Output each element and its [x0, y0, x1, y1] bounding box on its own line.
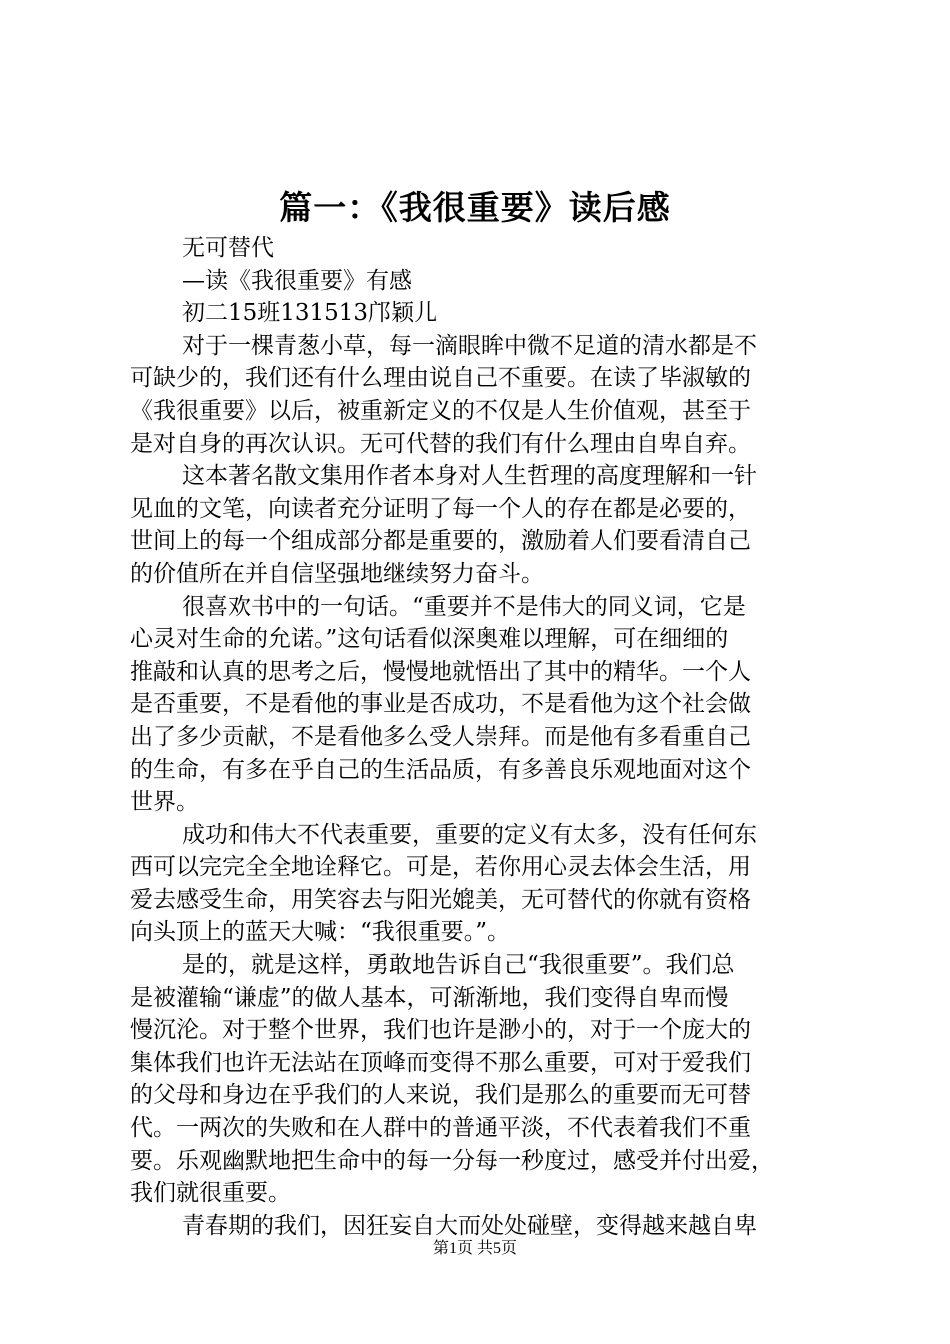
text-line: 是对自身的再次认识。无可代替的我们有什么理由自卑自弃。 — [130, 430, 751, 457]
text-line: 是的，就是这样，勇敢地告诉自己“我很重要”。我们总 — [182, 952, 735, 979]
text-line: 的父母和身边在乎我们的人来说，我们是那么的重要而无可替 — [130, 1082, 751, 1109]
text-line: 青春期的我们，因狂妄自大而处处碰壁，变得越来越自卑 — [182, 1212, 757, 1239]
text-line: 心灵对生命的允诺。”这句话看似深奥难以理解，可在细细的 — [130, 626, 729, 653]
text-line: 是被灌输“谦虚”的做人基本，可渐渐地，我们变得自卑而慢 — [130, 984, 729, 1011]
text-line: 代。一两次的失败和在人群中的普通平淡，不代表着我们不重 — [130, 1115, 751, 1142]
author-line: 初二15班131513邝颖儿 — [182, 300, 438, 327]
document-title: 篇一：《我很重要》读后感 — [279, 188, 671, 227]
page-footer: 第1页 共5页 — [432, 1240, 517, 1257]
text-line: 见血的文笔，向读者充分证明了每一个人的存在都是必要的， — [130, 495, 751, 522]
text-line: 的生命，有多在乎自己的生活品质，有多善良乐观地面对这个 — [130, 756, 751, 783]
text-line: 的价值所在并自信坚强地继续努力奋斗。 — [130, 560, 544, 587]
essay-subtitle-line: —读《我很重要》有感 — [182, 267, 412, 294]
body-paragraphs — [130, 330, 830, 1243]
text-line: 很喜欢书中的一句话。“重要并不是伟大的同义词，它是 — [182, 593, 746, 620]
text-line: 是否重要，不是看他的事业是否成功，不是看他为这个社会做 — [130, 691, 751, 718]
text-line: 要。乐观幽默地把生命中的每一分每一秒度过，感受并付出爱， — [130, 1147, 774, 1174]
text-line: 爱去感受生命，用笑容去与阳光媲美，无可替代的你就有资格 — [130, 886, 751, 913]
text-line: 我们就很重要。 — [130, 1180, 291, 1207]
text-line: 世界。 — [130, 789, 199, 816]
text-line: 这本著名散文集用作者本身对人生哲理的高度理解和一针 — [182, 463, 757, 490]
text-line: 成功和伟大不代表重要，重要的定义有太多，没有任何东 — [182, 821, 757, 848]
text-line: 世间上的每一个组成部分都是重要的，激励着人们要看清自己 — [130, 528, 751, 555]
document-body — [130, 232, 830, 1242]
text-line: 向头顶上的蓝天大喊：“我很重要。”。 — [130, 919, 511, 946]
text-line: 慢沉沦。对于整个世界，我们也许是渺小的，对于一个庞大的 — [130, 1017, 751, 1044]
text-line: 《我很重要》以后，被重新定义的不仅是人生价值观，甚至于 — [130, 397, 751, 424]
text-line: 对于一棵青葱小草，每一滴眼眸中微不足道的清水都是不 — [182, 332, 757, 359]
text-line: 推敲和认真的思考之后，慢慢地就悟出了其中的精华。一个人 — [130, 658, 751, 685]
essay-title-line: 无可替代 — [182, 235, 274, 261]
text-line: 西可以完完全全地诠释它。可是，若你用心灵去体会生活，用 — [130, 854, 751, 881]
text-line: 集体我们也许无法站在顶峰而变得不那么重要，可对于爱我们 — [130, 1049, 751, 1076]
text-line: 出了多少贡献，不是看他多么受人崇拜。而是他有多看重自己 — [130, 723, 751, 750]
text-line: 可缺少的，我们还有什么理由说自己不重要。在读了毕淑敏的 — [130, 365, 751, 392]
